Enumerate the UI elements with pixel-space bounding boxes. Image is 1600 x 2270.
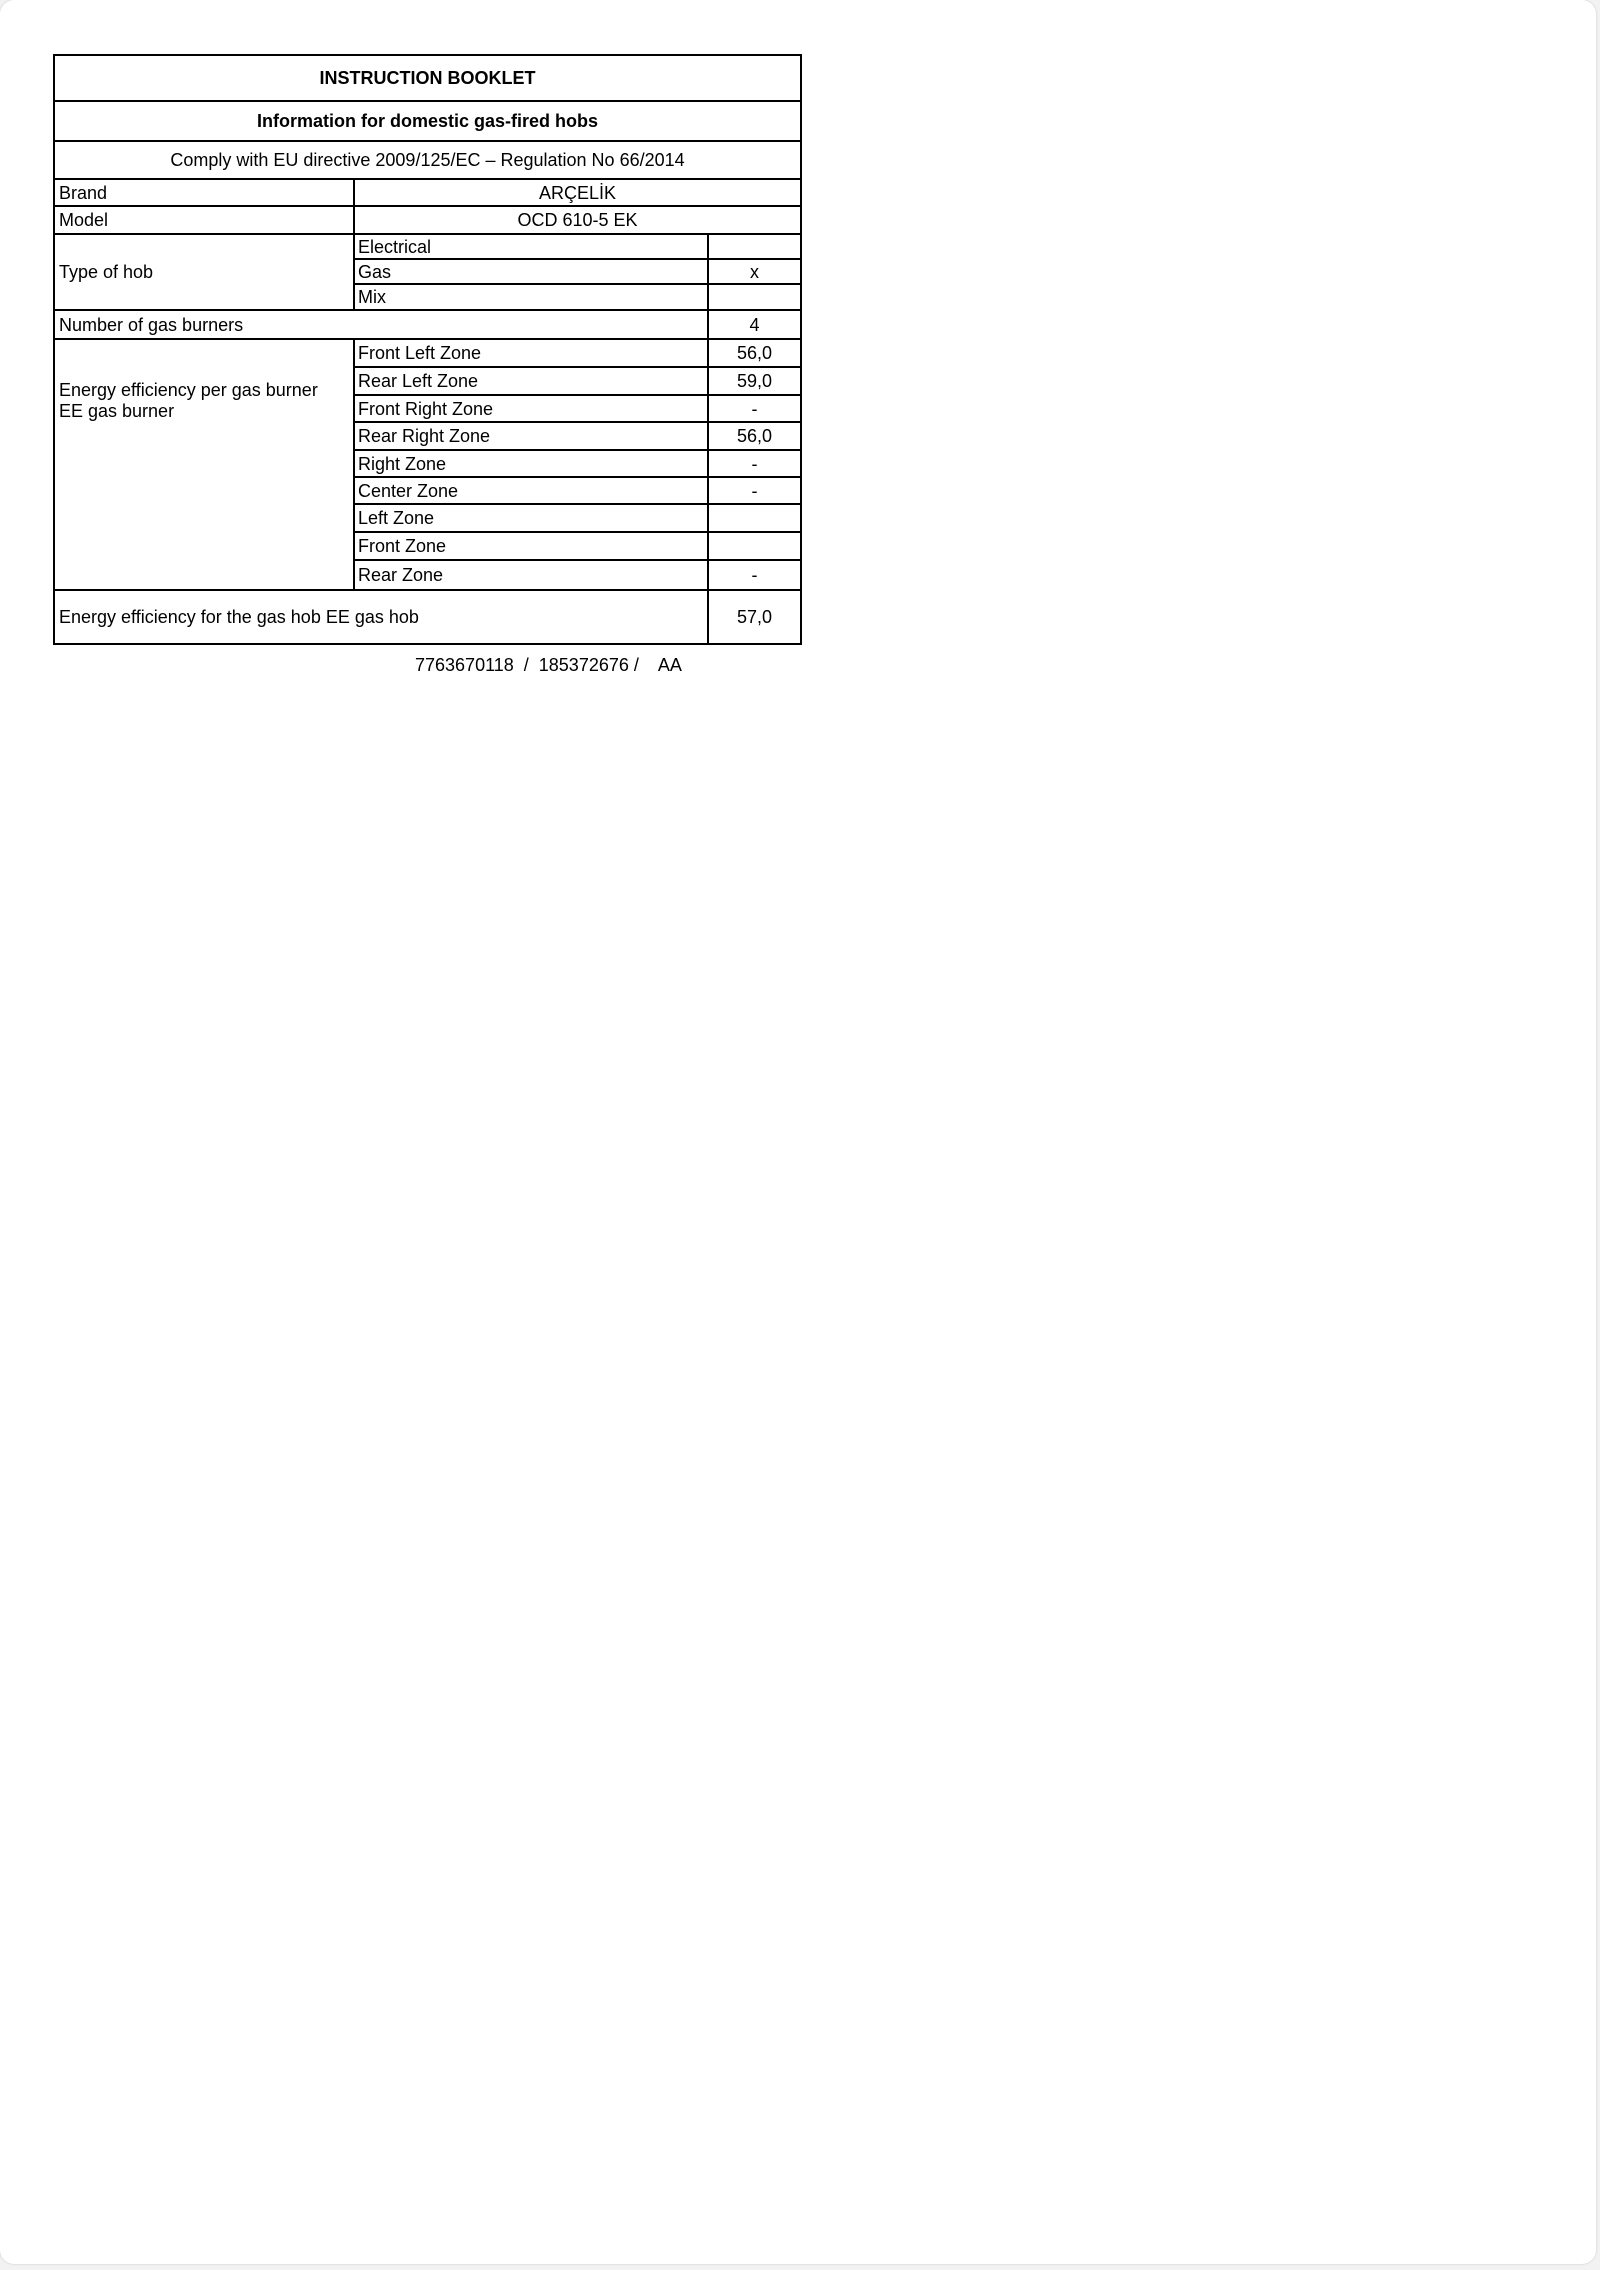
- zone-name: Right Zone: [355, 451, 709, 476]
- directive-row: [55, 142, 800, 180]
- zone-row: [355, 451, 800, 478]
- subtitle-row: [55, 102, 800, 142]
- hob-type-options: [355, 235, 800, 309]
- zone-name: Center Zone: [355, 478, 709, 503]
- subtitle: Information for domestic gas-fired hobs: [256, 111, 599, 131]
- hob-efficiency-value: 57,0: [736, 607, 773, 627]
- brand-value: ARÇELİK: [538, 182, 617, 203]
- zone-row: [355, 533, 800, 561]
- zone-value: [709, 533, 800, 559]
- hob-type-option: [355, 235, 800, 260]
- hob-efficiency-row: [55, 591, 800, 643]
- zone-value: 56,0: [736, 343, 773, 363]
- directive-text: Comply with EU directive 2009/125/EC – Regulation No 66/2014: [170, 150, 685, 170]
- hob-type-option-name: Gas: [355, 260, 709, 283]
- zone-row: [355, 368, 800, 396]
- zone-value: [709, 505, 800, 531]
- brand-label: Brand: [55, 180, 355, 205]
- burner-efficiency-label-line1: Energy efficiency per gas burner: [59, 380, 318, 400]
- model-label: Model: [55, 207, 355, 233]
- zone-name: Rear Zone: [355, 561, 709, 589]
- brand-row: [55, 180, 800, 207]
- burners-value: 4: [749, 314, 760, 335]
- zone-name: Front Left Zone: [355, 340, 709, 366]
- zone-name: Front Zone: [355, 533, 709, 559]
- zone-name: Front Right Zone: [355, 396, 709, 421]
- gas-hob-info-sheet: [53, 54, 802, 645]
- model-value: OCD 610-5 EK: [517, 210, 638, 230]
- hob-type-option-name: Mix: [355, 285, 709, 309]
- hob-type-option-value: [709, 235, 800, 258]
- burner-efficiency-group: [55, 340, 800, 591]
- zone-name: Left Zone: [355, 505, 709, 531]
- burner-zones: [355, 340, 800, 589]
- zone-value: 59,0: [736, 371, 773, 391]
- zone-value: -: [751, 453, 758, 474]
- model-row: [55, 207, 800, 235]
- zone-name: Rear Right Zone: [355, 423, 709, 449]
- hob-type-option-value: x: [750, 261, 759, 282]
- hob-type-option: [355, 260, 800, 285]
- hob-type-option-name: Electrical: [355, 235, 709, 258]
- burners-row: [55, 311, 800, 340]
- hob-type-option: [355, 285, 800, 309]
- hob-type-group: [55, 235, 800, 311]
- zone-row: [355, 505, 800, 533]
- zone-row: [355, 340, 800, 368]
- hob-type-label: Type of hob: [55, 235, 355, 309]
- zone-value: 56,0: [736, 426, 773, 446]
- hob-type-option-value: [709, 285, 800, 309]
- booklet-title: INSTRUCTION BOOKLET: [319, 68, 536, 88]
- burner-efficiency-label-line2: EE gas burner: [59, 401, 175, 422]
- zone-name: Rear Left Zone: [355, 368, 709, 394]
- burner-efficiency-label: [55, 340, 355, 589]
- zone-value: -: [751, 480, 758, 501]
- zone-row: [355, 478, 800, 505]
- hob-efficiency-label: Energy efficiency for the gas hob EE gas hob: [55, 591, 709, 643]
- zone-row: [355, 423, 800, 451]
- booklet-title-row: [55, 56, 800, 102]
- document-code-footer: 7763670118 / 185372676 / AA: [415, 655, 682, 675]
- zone-value: -: [751, 398, 758, 419]
- zone-row: [355, 396, 800, 423]
- zone-row: [355, 561, 800, 589]
- zone-value: -: [751, 565, 758, 585]
- burners-label: Number of gas burners: [55, 311, 709, 338]
